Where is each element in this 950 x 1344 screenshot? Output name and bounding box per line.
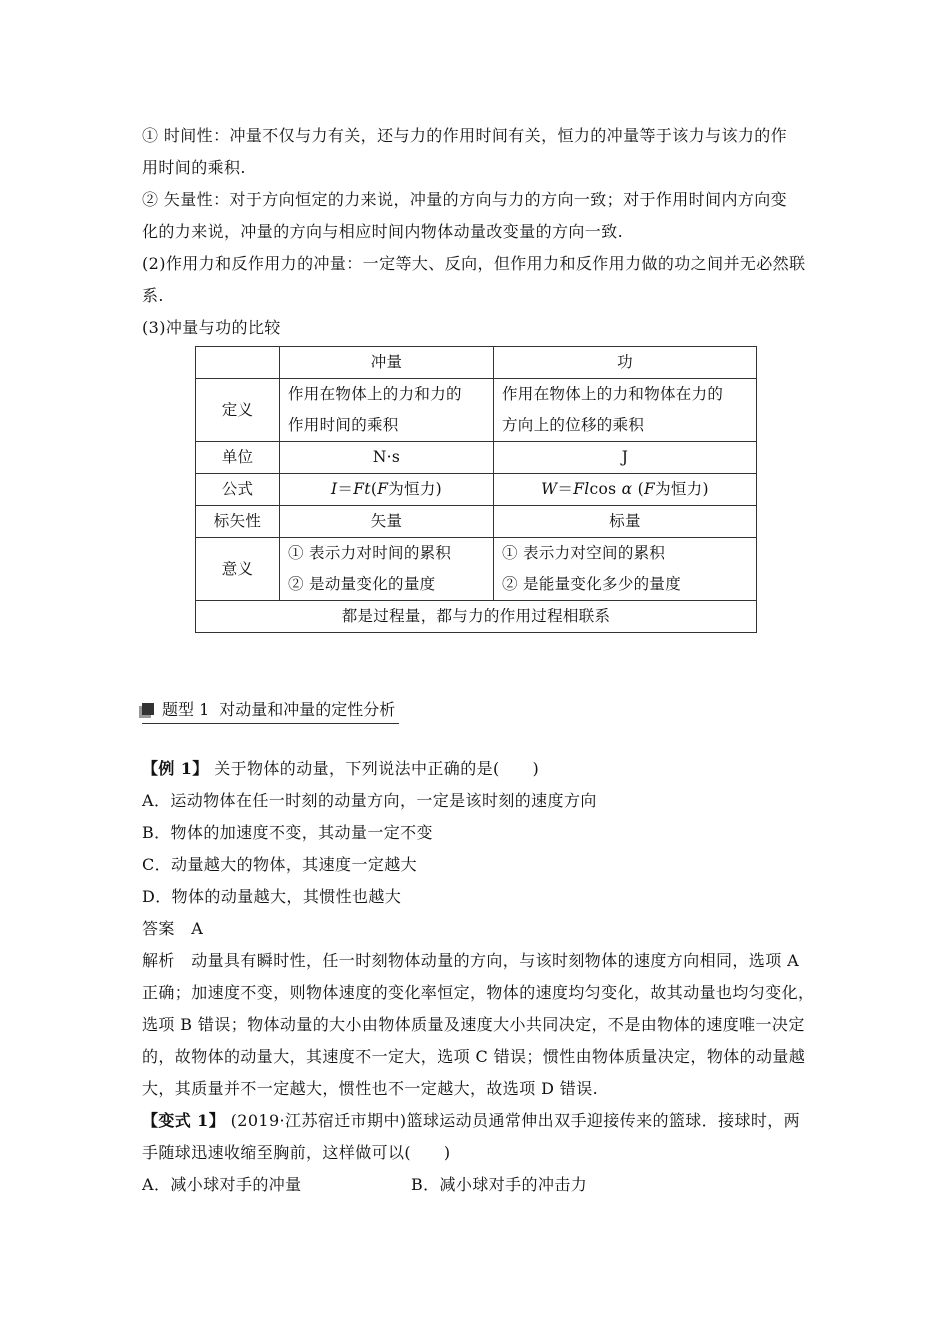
example-1-analysis-5: 大，其质量并不一定越大，惯性也不一定越大，故选项 D 错误. xyxy=(142,1079,599,1098)
meaning-work-line-1: ① 表示力对空间的累积 xyxy=(502,544,666,562)
example-1-option-a: A．运动物体在任一时刻的动量方向，一定是该时刻的速度方向 xyxy=(142,791,597,810)
table-cell-meaning-impulse xyxy=(280,538,494,601)
example-1-answer: 答案 A xyxy=(142,919,204,938)
table-label-meaning: 意义 xyxy=(196,538,280,601)
table-row-header xyxy=(196,347,757,379)
example-1-analysis-1: 解析 动量具有瞬时性，任一时刻物体动量的方向，与该时刻物体的速度方向相同，选项 A xyxy=(142,951,800,970)
table-row-vector xyxy=(196,506,757,538)
table-cell-formula-impulse xyxy=(280,474,494,506)
table-cell-definition-impulse xyxy=(280,379,494,442)
variant-1-option-a: A．减小球对手的冲量 xyxy=(142,1175,302,1194)
table-cell-meaning-work xyxy=(494,538,757,601)
formula-work-alpha: α xyxy=(621,480,633,498)
formula-impulse-note-var: F xyxy=(377,480,389,498)
section-heading xyxy=(142,697,399,724)
definition-work-line-1: 作用在物体上的力和物体在力的 xyxy=(502,385,724,403)
formula-impulse-note-open: ( xyxy=(370,480,378,498)
variant-1-text-1: (2019·江苏宿迁市期中)篮球运动员通常伸出双手迎接传来的篮球．接球时，两 xyxy=(225,1111,801,1130)
formula-work-var: W xyxy=(541,480,558,498)
example-1-option-d: D．物体的动量越大，其惯性也越大 xyxy=(142,887,402,906)
table-row-definition xyxy=(196,379,757,442)
table-cell-unit-work: J xyxy=(494,442,757,474)
intro-line-6: 系. xyxy=(142,286,164,305)
table-label-definition: 定义 xyxy=(196,379,280,442)
example-1-analysis-3: 选项 B 错误；物体动量的大小由物体质量及速度大小共同决定，不是由物体的速度唯一决定 xyxy=(142,1015,805,1034)
variant-1-question xyxy=(142,1110,814,1132)
intro-line-4: 化的力来说，冲量的方向与相应时间内物体动量改变量的方向一致. xyxy=(142,222,624,241)
formula-work-cos: cos xyxy=(589,480,622,498)
formula-impulse-eq: ＝ xyxy=(337,480,354,498)
variant-1-text-2: 手随球迅速收缩至胸前，这样做可以( ) xyxy=(142,1143,451,1162)
square-bullet-icon xyxy=(142,703,154,715)
formula-impulse-var: I xyxy=(330,480,338,498)
table-cell-definition-work xyxy=(494,379,757,442)
formula-impulse-rhs: Ft xyxy=(353,480,371,498)
formula-work-note-var: F xyxy=(644,480,656,498)
definition-work-line-2: 方向上的位移的乘积 xyxy=(502,416,645,434)
meaning-impulse-line-1: ① 表示力对时间的累积 xyxy=(288,544,452,562)
definition-impulse-line-1: 作用在物体上的力和力的 xyxy=(288,385,462,403)
table-label-unit: 单位 xyxy=(196,442,280,474)
table-row-meaning xyxy=(196,538,757,601)
example-1-analysis-4: 的，故物体的动量大，其速度不一定大，选项 C 错误；惯性由物体质量决定，物体的动量越 xyxy=(142,1047,806,1066)
comparison-table xyxy=(195,346,757,633)
table-row-footer xyxy=(196,601,757,633)
table-label-formula: 公式 xyxy=(196,474,280,506)
intro-line-1: ① 时间性：冲量不仅与力有关，还与力的作用时间有关，恒力的冲量等于该力与该力的作 xyxy=(142,126,788,145)
variant-1-tag: 【变式 1】 xyxy=(142,1111,226,1130)
table-row-unit xyxy=(196,442,757,474)
table-cell-empty xyxy=(196,347,280,379)
example-1-question xyxy=(142,758,814,780)
table-label-vector: 标矢性 xyxy=(196,506,280,538)
table-cell-vector-impulse: 矢量 xyxy=(280,506,494,538)
meaning-work-line-2: ② 是能量变化多少的量度 xyxy=(502,575,682,593)
example-1-option-c: C．动量越大的物体，其速度一定越大 xyxy=(142,855,418,874)
example-1-tag: 【例 1】 xyxy=(142,759,209,778)
table-row-formula xyxy=(196,474,757,506)
formula-work-note-text: 为恒力) xyxy=(655,480,709,498)
table-header-impulse: 冲量 xyxy=(280,347,494,379)
section-title: 对动量和冲量的定性分析 xyxy=(219,700,396,719)
table-footer: 都是过程量，都与力的作用过程相联系 xyxy=(196,601,757,633)
table-cell-vector-work: 标量 xyxy=(494,506,757,538)
table-header-work: 功 xyxy=(494,347,757,379)
variant-1-option-b: B．减小球对手的冲击力 xyxy=(411,1175,588,1194)
intro-line-5: (2)作用力和反作用力的冲量：一定等大、反向，但作用力和反作用力做的功之间并无必然联 xyxy=(142,254,806,273)
formula-work-note-open: ( xyxy=(632,480,644,498)
intro-line-3: ② 矢量性：对于方向恒定的力来说，冲量的方向与力的方向一致；对于作用时间内方向变 xyxy=(142,190,788,209)
meaning-impulse-line-2: ② 是动量变化的量度 xyxy=(288,575,436,593)
example-1-option-b: B．物体的加速度不变，其动量一定不变 xyxy=(142,823,433,842)
table-cell-unit-impulse: N·s xyxy=(280,442,494,474)
definition-impulse-line-2: 作用时间的乘积 xyxy=(288,416,399,434)
intro-line-7: (3)冲量与功的比较 xyxy=(142,318,281,337)
table-cell-formula-work xyxy=(494,474,757,506)
section-label: 题型 1 xyxy=(162,700,210,719)
formula-work-rhs: Fl xyxy=(573,480,590,498)
intro-line-2: 用时间的乘积. xyxy=(142,158,246,177)
example-1-analysis-2: 正确；加速度不变，则物体速度的变化率恒定，物体的速度均匀变化，故其动量也均匀变化， xyxy=(142,983,815,1002)
formula-impulse-note-text: 为恒力) xyxy=(388,480,442,498)
example-1-question-text: 关于物体的动量，下列说法中正确的是( ) xyxy=(208,759,540,778)
formula-work-eq: ＝ xyxy=(557,480,574,498)
